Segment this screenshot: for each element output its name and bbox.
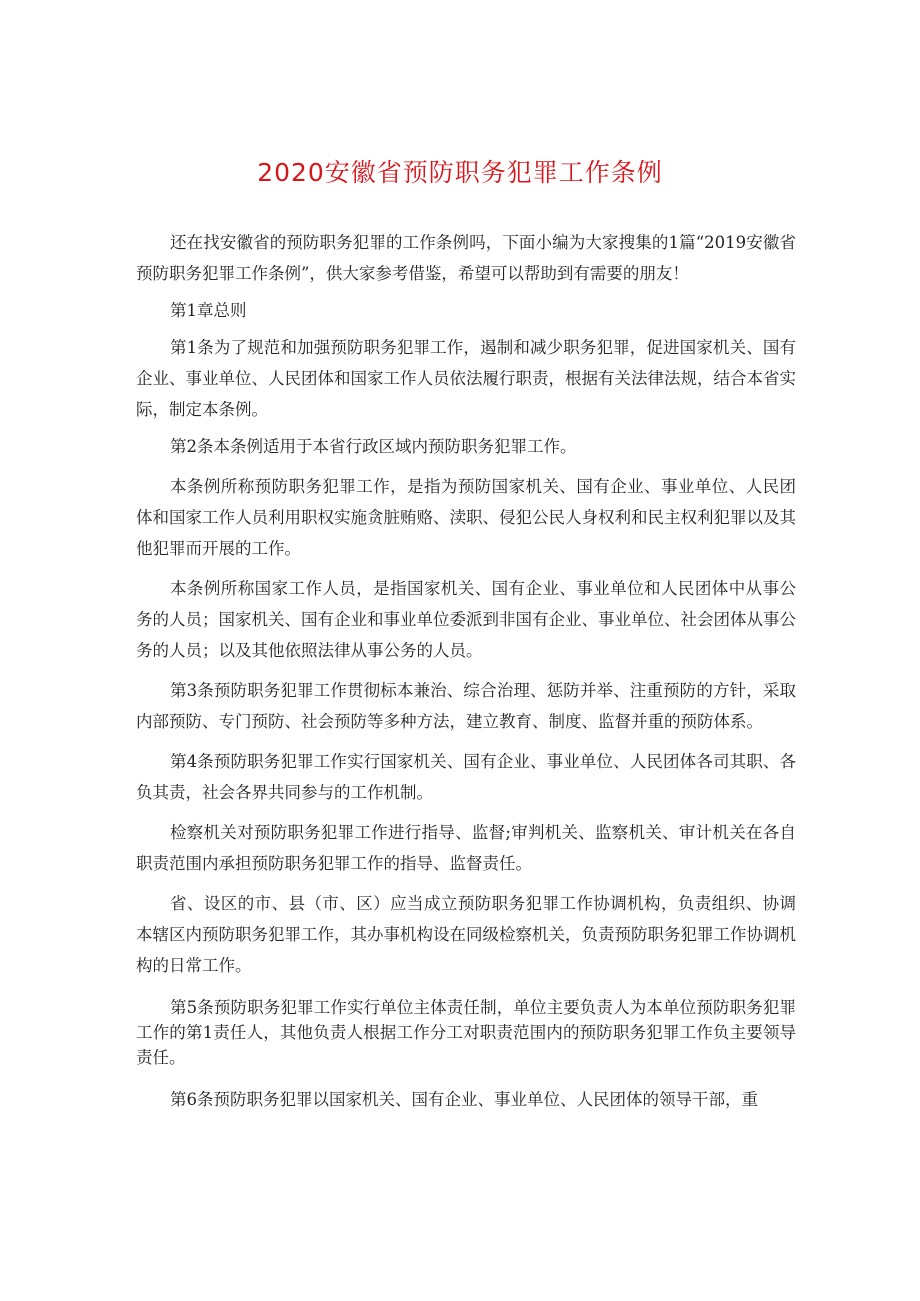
paragraph-article-3: 第3条预防职务犯罪工作贯彻标本兼治、综合治理、惩防并举、注重预防的方针，采取内部预防、专门预防、社会预防等多种方法，建立教育、制度、监督并重的预防体系。 (136, 681, 796, 731)
paragraph-article-4-clause-1: 检察机关对预防职务犯罪工作进行指导、监督;审判机关、监察机关、审计机关在各自职责范围内承担预防职务犯罪工作的指导、监督责任。 (136, 823, 796, 873)
paragraph-article-2-clause-2: 本条例所称国家工作人员，是指国家机关、国有企业、事业单位和人民团体中从事公务的人员；国家机关、国有企业和事业单位委派到非国有企业、事业单位、社会团体从事公务的人员；以及其他依照法律从事公务的人员。 (136, 579, 796, 660)
paragraph-intro: 还在找安徽省的预防职务犯罪的工作条例吗，下面小编为大家搜集的1篇“2019安徽省预防职务犯罪工作条例”，供大家参考借鉴，希望可以帮助到有需要的朋友！ (136, 233, 796, 283)
document-body (136, 227, 796, 1115)
paragraph-article-4-clause-2: 省、设区的市、县（市、区）应当成立预防职务犯罪工作协调机构，负责组织、协调本辖区内预防职务犯罪工作，其办事机构设在同级检察机关，负责预防职务犯罪工作协调机构的日常工作。 (136, 894, 796, 975)
document-title: 2020安徽省预防职务犯罪工作条例 (257, 158, 663, 187)
paragraph-article-5: 第5条预防职务犯罪工作实行单位主体责任制，单位主要负责人为本单位预防职务犯罪工作的第1责任人，其他负责人根据工作分工对职责范围内的预防职务犯罪工作负主要领导责任。 (136, 998, 796, 1067)
paragraph-article-2-clause-1: 本条例所称预防职务犯罪工作，是指为预防国家机关、国有企业、事业单位、人民团体和国家工作人员利用职权实施贪脏贿赂、渎职、侵犯公民人身权利和民主权利犯罪以及其他犯罪而开展的工作。 (136, 477, 796, 558)
paragraph-article-1: 第1条为了规范和加强预防职务犯罪工作，遏制和减少职务犯罪，促进国家机关、国有企业、事业单位、人民团体和国家工作人员依法履行职责，根据有关法律法规，结合本省实际，制定本条例。 (136, 338, 796, 419)
paragraph-article-6: 第6条预防职务犯罪以国家机关、国有企业、事业单位、人民团体的领导干部，重 (170, 1090, 758, 1109)
paragraph-article-2: 第2条本条例适用于本省行政区域内预防职务犯罪工作。 (170, 437, 577, 456)
paragraph-article-4: 第4条预防职务犯罪工作实行国家机关、国有企业、事业单位、人民团体各司其职、各负其责，社会各界共同参与的工作机制。 (136, 752, 796, 802)
paragraph-chapter-1-heading: 第1章总则 (170, 301, 247, 320)
